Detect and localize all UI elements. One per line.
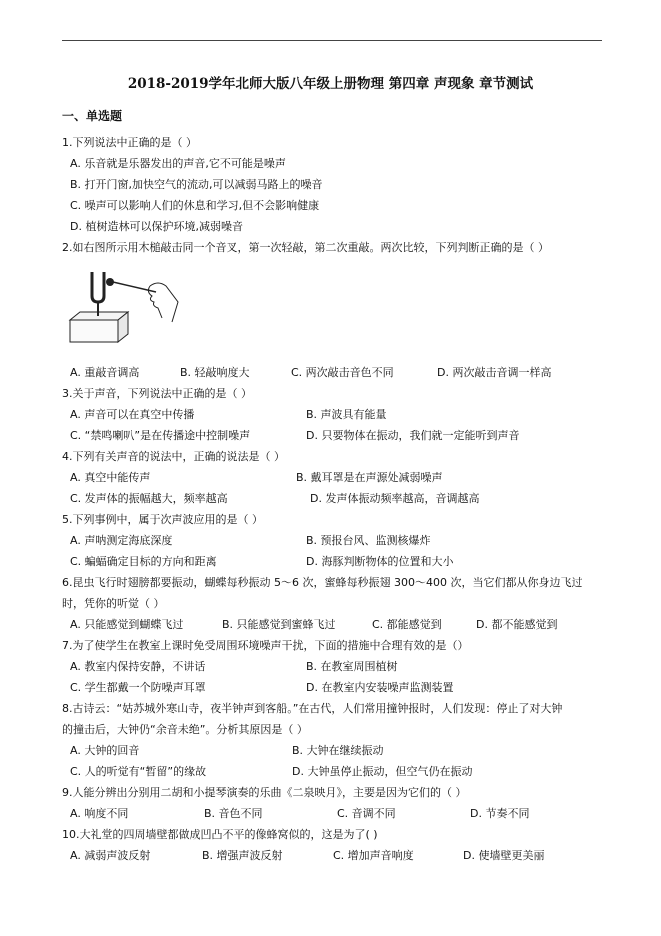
question-5-option-a: A. 声呐测定海底深度 xyxy=(70,534,173,547)
question-1-option-a: A. 乐音就是乐器发出的声音,它不可能是噪声 xyxy=(70,157,286,170)
question-2-option-d: D. 两次敲击音调一样高 xyxy=(437,366,552,379)
question-9-option-d: D. 节奏不同 xyxy=(470,807,530,820)
question-6-option-a: A. 只能感觉到蝴蝶飞过 xyxy=(70,618,184,631)
question-1-option-c: C. 噪声可以影响人们的休息和学习,但不会影响健康 xyxy=(70,199,320,212)
question-6-option-c: C. 都能感觉到 xyxy=(372,618,442,631)
question-1-stem: 1.下列说法中正确的是（ ） xyxy=(62,136,197,149)
question-4-stem: 4.下列有关声音的说法中，正确的说法是（ ） xyxy=(62,450,285,463)
question-1-option-d: D. 植树造林可以保护环境,减弱噪音 xyxy=(70,220,243,233)
question-2-option-b: B. 轻敲响度大 xyxy=(180,366,250,379)
question-5-option-b: B. 预报台风、监测核爆炸 xyxy=(306,534,431,547)
question-2-stem: 2.如右图所示用木槌敲击同一个音叉，第一次轻敲，第二次重敲。两次比较，下列判断正确的是（ ） xyxy=(62,241,549,254)
header-rule xyxy=(62,40,602,41)
question-9-stem: 9.人能分辨出分别用二胡和小提琴演奏的乐曲《二泉映月》，主要是因为它们的（ ） xyxy=(62,786,467,799)
section-heading: 一、单选题 xyxy=(62,109,123,123)
question-3-option-b: B. 声波具有能量 xyxy=(306,408,387,421)
question-10-stem: 10.大礼堂的四周墙壁都做成凹凸不平的像蜂窝似的，这是为了( ) xyxy=(62,828,378,841)
tuning-fork-figure xyxy=(66,262,186,346)
question-8-option-b: B. 大钟在继续振动 xyxy=(292,744,384,757)
question-7-stem: 7.为了使学生在教室上课时免受周围环境噪声干扰，下面的措施中合理有效的是（） xyxy=(62,639,469,652)
question-8-option-c: C. 人的听觉有“暂留”的缘故 xyxy=(70,765,207,778)
question-9-option-a: A. 响度不同 xyxy=(70,807,129,820)
question-6-stem-line-2: 时，凭你的听觉（ ） xyxy=(62,597,165,610)
question-8-option-a: A. 大钟的回音 xyxy=(70,744,140,757)
question-2-option-a: A. 重敲音调高 xyxy=(70,366,140,379)
question-8-stem-line-2: 的撞击后，大钟仍“余音未绝”。分析其原因是（ ） xyxy=(62,723,308,736)
question-10-option-a: A. 减弱声波反射 xyxy=(70,849,151,862)
question-4-option-d: D. 发声体振动频率越高，音调越高 xyxy=(310,492,480,505)
question-4-option-a: A. 真空中能传声 xyxy=(70,471,151,484)
question-3-option-d: D. 只要物体在振动，我们就一定能听到声音 xyxy=(306,429,520,442)
question-1-option-b: B. 打开门窗,加快空气的流动,可以减弱马路上的噪音 xyxy=(70,178,323,191)
question-5-option-d: D. 海豚判断物体的位置和大小 xyxy=(306,555,454,568)
question-3-option-a: A. 声音可以在真空中传播 xyxy=(70,408,195,421)
question-10-option-b: B. 增强声波反射 xyxy=(202,849,283,862)
question-7-option-b: B. 在教室周围植树 xyxy=(306,660,398,673)
question-3-stem: 3.关于声音，下列说法中正确的是（ ） xyxy=(62,387,252,400)
question-8-option-d: D. 大钟虽停止振动，但空气仍在振动 xyxy=(292,765,473,778)
question-2-option-c: C. 两次敲击音色不同 xyxy=(291,366,394,379)
question-10-option-c: C. 增加声音响度 xyxy=(333,849,414,862)
question-6-stem-line-1: 6.昆虫飞行时翅膀都要振动，蝴蝶每秒振动 5～6 次，蜜蜂每秒振翅 300～400 次，当它们都从你身边飞过 xyxy=(62,576,583,589)
question-5-option-c: C. 蝙蝠确定目标的方向和距离 xyxy=(70,555,217,568)
question-6-option-d: D. 都不能感觉到 xyxy=(476,618,558,631)
question-4-option-b: B. 戴耳罩是在声源处减弱噪声 xyxy=(296,471,443,484)
question-7-option-a: A. 教室内保持安静，不讲话 xyxy=(70,660,206,673)
question-4-option-c: C. 发声体的振幅越大，频率越高 xyxy=(70,492,228,505)
question-3-option-c: C. “禁鸣喇叭”是在传播途中控制噪声 xyxy=(70,429,251,442)
question-6-option-b: B. 只能感觉到蜜蜂飞过 xyxy=(222,618,336,631)
page-title: 2018-2019学年北师大版八年级上册物理 第四章 声现象 章节测试 xyxy=(127,76,534,92)
question-9-option-c: C. 音调不同 xyxy=(337,807,396,820)
question-5-stem: 5.下列事例中，属于次声波应用的是（ ） xyxy=(62,513,263,526)
question-8-stem-line-1: 8.古诗云：“姑苏城外寒山寺，夜半钟声到客船。”在古代，人们常用撞钟报时，人们发现：停止了对大钟 xyxy=(62,702,563,715)
question-10-option-d: D. 使墙壁更美丽 xyxy=(463,849,545,862)
question-9-option-b: B. 音色不同 xyxy=(204,807,263,820)
question-7-option-d: D. 在教室内安装噪声监测装置 xyxy=(306,681,454,694)
question-7-option-c: C. 学生都戴一个防噪声耳罩 xyxy=(70,681,206,694)
